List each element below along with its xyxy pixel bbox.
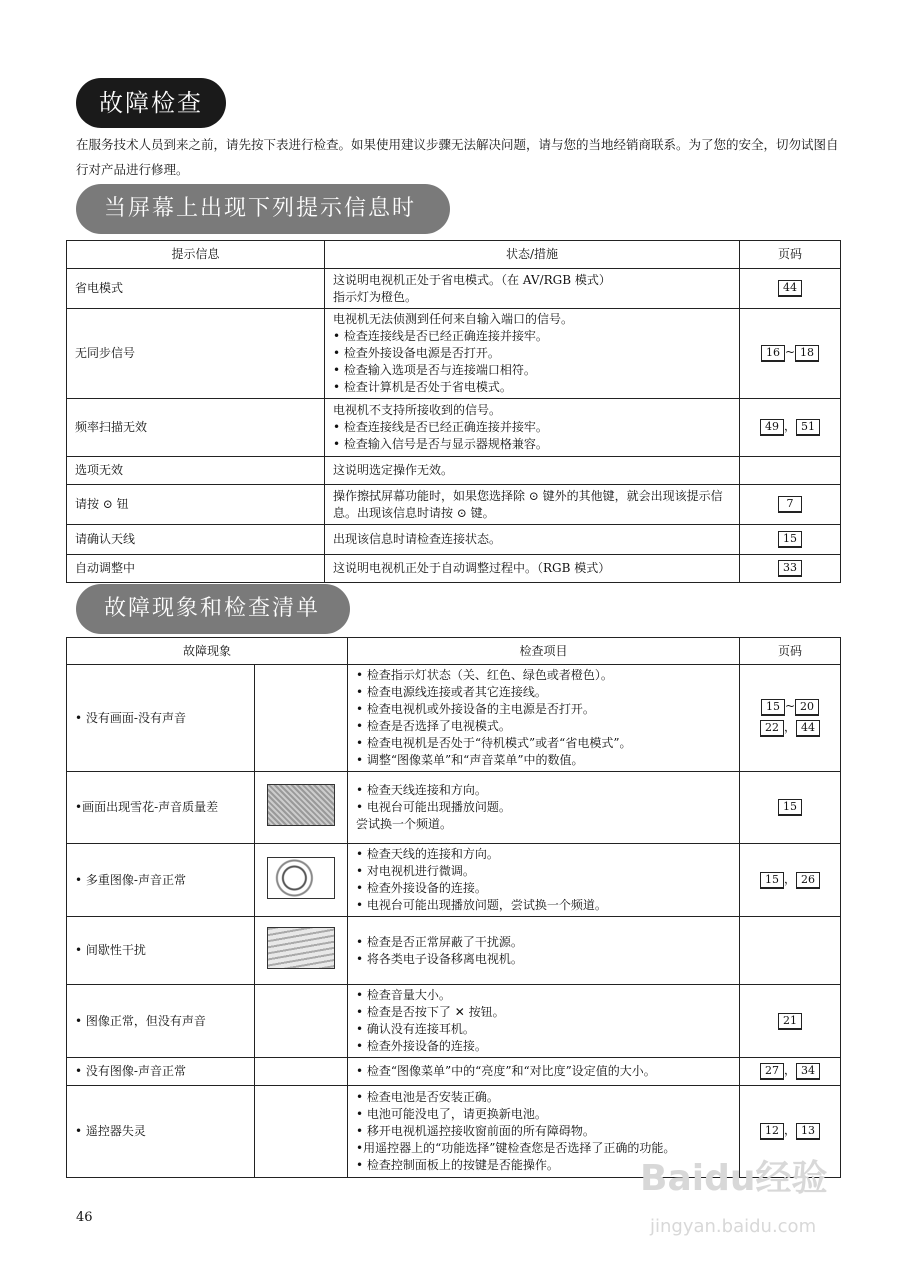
- check-line: • 检查电源线连接或者其它连接线。: [356, 685, 547, 699]
- page-separator: ，: [784, 720, 797, 734]
- check-line: • 将各类电子设备移离电视机。: [356, 951, 523, 966]
- check-line: • 调整“图像菜单”和“声音菜单”中的数值。: [356, 753, 584, 767]
- interference-image: [267, 927, 335, 969]
- watermark-url: jingyan.baidu.com: [650, 1216, 817, 1237]
- symptom-image-cell: [255, 665, 348, 772]
- page-ref: 15: [761, 699, 785, 716]
- page-ref: 16: [761, 345, 785, 362]
- message-action: [325, 485, 740, 525]
- check-line: • 检查是否选择了电视模式。: [356, 719, 511, 733]
- action-line: 操作擦拭屏幕功能时，如果您选择除 ⊙ 键外的其他键，就会出现该提示信息。出现该信息时请按 ⊙ 键。: [333, 488, 723, 520]
- symptom-name: • 图像正常，但没有声音: [67, 985, 255, 1058]
- check-line: • 电池可能没电了，请更换新电池。: [356, 1107, 547, 1121]
- action-line: 出现该信息时请检查连接状态。: [333, 532, 502, 546]
- page-ref-line: [748, 558, 832, 579]
- page-ref-line: [748, 278, 832, 299]
- check-line: • 检查外接设备的连接。: [356, 1039, 487, 1053]
- page-ref: 49: [760, 419, 784, 436]
- check-line: • 检查音量大小。: [356, 988, 451, 1002]
- check-line: • 确认没有连接耳机。: [356, 1022, 475, 1036]
- page-cell: [740, 844, 841, 917]
- page-number: 46: [76, 1210, 93, 1225]
- symptom-image-cell: [255, 1058, 348, 1086]
- check-line: 尝试换一个频道。: [356, 817, 453, 831]
- page-ref-line: [748, 343, 832, 364]
- table-row: [67, 985, 841, 1058]
- header-action: 状态/措施: [325, 241, 740, 269]
- table-row: [67, 555, 841, 583]
- action-line: 这说明选定操作无效。: [333, 463, 454, 477]
- action-line: 电视机无法侦测到任何来自输入端口的信号。: [333, 312, 574, 326]
- action-line: • 检查连接线是否已经正确连接并接牢。: [333, 420, 548, 434]
- page-ref-line: [748, 870, 832, 891]
- check-line: • 检查控制面板上的按键是否能操作。: [356, 1158, 559, 1172]
- action-line: • 检查计算机是否处于省电模式。: [333, 380, 512, 394]
- symptom-name: • 多重图像-声音正常: [67, 844, 255, 917]
- table-row: [67, 309, 841, 399]
- page-ref: 15: [760, 872, 784, 889]
- page-ref-line: [748, 529, 832, 550]
- page-cell: [740, 269, 841, 309]
- page-ref: 15: [778, 799, 802, 816]
- page-cell: [740, 772, 841, 844]
- page-ref: 44: [778, 280, 802, 297]
- symptom-name: •画面出现雪花-声音质量差: [67, 772, 255, 844]
- page-separator: ，: [783, 419, 796, 433]
- check-items: [348, 985, 740, 1058]
- action-line: 这说明电视机正处于自动调整过程中。（RGB 模式）: [333, 561, 611, 575]
- symptom-name: • 遥控器失灵: [67, 1086, 255, 1178]
- page-ref-line: [748, 1011, 832, 1032]
- message-name: 频率扫描无效: [67, 399, 325, 457]
- messages-table: [66, 240, 841, 583]
- page-cell: [740, 525, 841, 555]
- message-name: 省电模式: [67, 269, 325, 309]
- check-line: • 检查指示灯状态（关、红色、绿色或者橙色）。: [356, 668, 613, 682]
- action-line: • 检查外接设备电源是否打开。: [333, 346, 500, 360]
- table-row: [67, 1058, 841, 1086]
- message-name: 请确认天线: [67, 525, 325, 555]
- message-name: 请按 ⊙ 钮: [67, 485, 325, 525]
- page-ref: 7: [778, 496, 802, 513]
- page-ref: 34: [796, 1063, 820, 1080]
- header-symptom: 故障现象: [67, 638, 348, 665]
- message-action: [325, 457, 740, 485]
- check-line: • 检查天线的连接和方向。: [356, 847, 499, 861]
- header-checks: 检查项目: [348, 638, 740, 665]
- message-action: [325, 269, 740, 309]
- check-items: [348, 665, 740, 772]
- symptoms-table: [66, 637, 841, 1178]
- symptom-name: • 间歇性干扰: [67, 917, 255, 985]
- page-ref-line: [748, 1061, 832, 1082]
- page-cell: [740, 555, 841, 583]
- page-cell: [740, 457, 841, 485]
- page-ref-line: [748, 718, 832, 739]
- action-line: 指示灯为橙色。: [333, 289, 418, 304]
- ghost-image: [267, 857, 335, 899]
- check-line: • 检查电池是否安装正确。: [356, 1090, 499, 1104]
- page-cell: [740, 665, 841, 772]
- page-separator: ，: [784, 1123, 797, 1137]
- page-cell: [740, 485, 841, 525]
- check-items: [348, 1058, 740, 1086]
- page-ref-line: [748, 797, 832, 818]
- watermark-logo: Baidu经验: [640, 1158, 828, 1199]
- page-title: 故障检查: [76, 78, 226, 128]
- page-ref: 26: [796, 872, 820, 889]
- symptom-image-cell: [255, 917, 348, 985]
- symptom-image-cell: [255, 1086, 348, 1178]
- table-row: [67, 917, 841, 985]
- table-row: [67, 457, 841, 485]
- check-items: [348, 917, 740, 985]
- page-separator: ~: [784, 345, 796, 359]
- check-line: • 检查“图像菜单”中的“亮度”和“对比度”设定值的大小。: [356, 1064, 656, 1078]
- page-ref: 12: [760, 1123, 784, 1140]
- table-row: [67, 399, 841, 457]
- check-line: • 检查电视机是否处于“待机模式”或者“省电模式”。: [356, 736, 632, 750]
- page-ref: 51: [796, 419, 820, 436]
- message-name: 选项无效: [67, 457, 325, 485]
- message-action: [325, 309, 740, 399]
- symptom-name: • 没有图像-声音正常: [67, 1058, 255, 1086]
- symptom-image-cell: [255, 844, 348, 917]
- section-heading-symptoms: 故障现象和检查清单: [76, 584, 350, 634]
- message-action: [325, 399, 740, 457]
- message-name: 无同步信号: [67, 309, 325, 399]
- page-cell: [740, 309, 841, 399]
- section-heading-messages: 当屏幕上出现下列提示信息时: [76, 184, 450, 234]
- table-row: [67, 269, 841, 309]
- check-items: [348, 772, 740, 844]
- check-line: • 检查外接设备的连接。: [356, 881, 487, 895]
- page-cell: [740, 985, 841, 1058]
- check-line: • 检查天线连接和方向。: [356, 783, 487, 797]
- table-row: [67, 665, 841, 772]
- check-line: • 电视台可能出现播放问题。: [356, 800, 511, 814]
- action-line: • 检查输入选项是否与连接端口相符。: [333, 363, 536, 377]
- check-line: • 检查电视机或外接设备的主电源是否打开。: [356, 702, 595, 716]
- page-cell: [740, 399, 841, 457]
- check-line: • 检查是否正常屏蔽了干扰源。: [356, 934, 523, 949]
- page-ref-line: [748, 417, 832, 438]
- page-ref: 27: [760, 1063, 784, 1080]
- page-ref: 18: [795, 345, 819, 362]
- page-ref-line: [748, 1121, 832, 1142]
- table-row: [67, 525, 841, 555]
- page-cell: [740, 917, 841, 985]
- check-line: •用遥控器上的“功能选择”键检查您是否选择了正确的功能。: [356, 1141, 676, 1155]
- check-line: • 检查是否按下了 ✕ 按钮。: [356, 1005, 505, 1019]
- page-ref: 22: [760, 720, 784, 737]
- page-separator: ，: [784, 871, 797, 886]
- header-message: 提示信息: [67, 241, 325, 269]
- page-separator: ~: [784, 699, 796, 713]
- symptom-image-cell: [255, 772, 348, 844]
- action-line: 这说明电视机正处于省电模式。（在 AV/RGB 模式）: [333, 272, 611, 287]
- check-line: • 电视台可能出现播放问题，尝试换一个频道。: [356, 898, 607, 912]
- message-action: [325, 525, 740, 555]
- header-page: 页码: [740, 638, 841, 665]
- page-separator: ，: [784, 1063, 797, 1077]
- intro-text: 在服务技术人员到来之前，请先按下表进行检查。如果使用建议步骤无法解决问题，请与您的当地经销商联系。为了您的安全，切勿试图自行对产品进行修理。: [76, 137, 839, 177]
- snow-image: [267, 784, 335, 826]
- page-ref-line: [748, 494, 832, 515]
- check-line: • 对电视机进行微调。: [356, 864, 475, 878]
- table-row: [67, 772, 841, 844]
- page-ref: 21: [778, 1013, 802, 1030]
- page-ref: 44: [796, 720, 820, 737]
- check-line: • 移开电视机遥控接收窗前面的所有障碍物。: [356, 1124, 595, 1138]
- action-line: • 检查连接线是否已经正确连接并接牢。: [333, 329, 548, 343]
- header-page: 页码: [740, 241, 841, 269]
- message-name: 自动调整中: [67, 555, 325, 583]
- page-ref-line: [748, 697, 832, 718]
- action-line: 电视机不支持所接收到的信号。: [333, 403, 502, 417]
- symptom-image-cell: [255, 985, 348, 1058]
- action-line: • 检查输入信号是否与显示器规格兼容。: [333, 437, 548, 451]
- page-ref: 20: [795, 699, 819, 716]
- page-ref: 33: [778, 560, 802, 577]
- page-ref: 15: [778, 531, 802, 548]
- page-cell: [740, 1058, 841, 1086]
- table-row: [67, 844, 841, 917]
- table-row: [67, 485, 841, 525]
- page-ref: 13: [796, 1123, 820, 1140]
- watermark: [640, 1150, 828, 1237]
- check-items: [348, 844, 740, 917]
- message-action: [325, 555, 740, 583]
- symptom-name: • 没有画面-没有声音: [67, 665, 255, 772]
